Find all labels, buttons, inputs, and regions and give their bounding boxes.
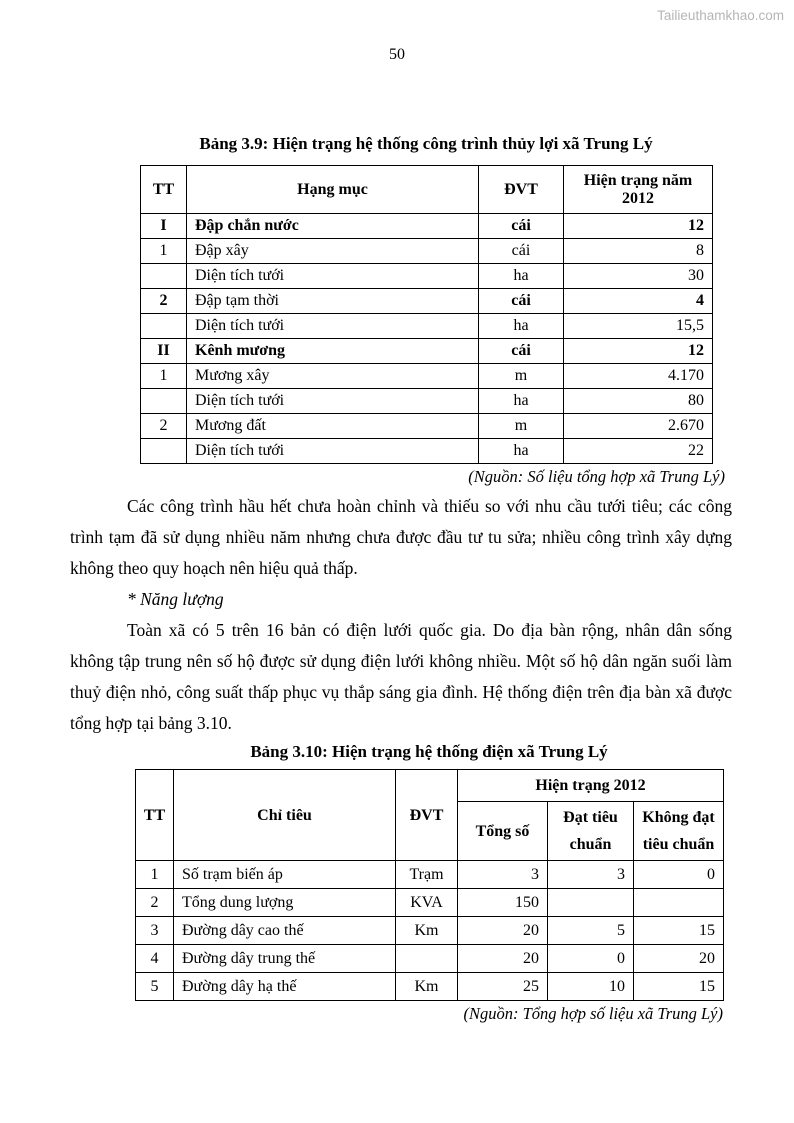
cell-unit: cái [479,214,564,239]
cell-unit: ha [479,439,564,464]
table-3-10-header [136,770,724,861]
cell-item: Đập xây [187,239,479,264]
table-3-10 [135,769,724,1001]
cell-unit: m [479,414,564,439]
table-row [136,917,724,945]
cell-unit: Km [396,917,458,945]
table-row [141,364,713,389]
header-dvt: ĐVT [396,770,458,861]
cell-total: 150 [458,889,548,917]
table-3-9-section [140,133,712,464]
cell-item: Diện tích tưới [187,389,479,414]
header-tt: TT [136,770,174,861]
subheading-nang-luong: * Năng lượng [127,589,224,609]
header-hang-muc: Hạng mục [187,166,479,214]
table-3-9-body [141,214,713,464]
table-row [136,889,724,917]
cell-value: 4 [564,289,713,314]
header-khong-dat: Không đạt tiêu chuẩn [634,802,724,861]
cell-tt [141,389,187,414]
cell-unit: Trạm [396,861,458,889]
cell-unit: cái [479,289,564,314]
cell-value: 30 [564,264,713,289]
cell-tt: 1 [141,239,187,264]
cell-tt: 2 [141,289,187,314]
cell-value: 22 [564,439,713,464]
body-text [70,491,732,739]
table-3-9-title: Bảng 3.9: Hiện trạng hệ thống công trình thủy lợi xã Trung Lý [199,134,653,153]
table-row [141,439,713,464]
cell-fail: 15 [634,917,724,945]
cell-value: 4.170 [564,364,713,389]
cell-value: 12 [564,214,713,239]
cell-tt: 5 [136,973,174,1001]
cell-item: Diện tích tưới [187,314,479,339]
table-3-9 [140,165,713,464]
table-row [141,239,713,264]
cell-item: Kênh mương [187,339,479,364]
cell-item: Đập tạm thời [187,289,479,314]
table-row [141,214,713,239]
cell-tt: 3 [136,917,174,945]
cell-item: Tổng dung lượng [174,889,396,917]
table-row [141,314,713,339]
cell-value: 80 [564,389,713,414]
cell-unit: ha [479,264,564,289]
cell-total: 3 [458,861,548,889]
table-3-10-section [135,741,723,1001]
cell-unit [396,945,458,973]
table-3-10-source: (Nguồn: Tổng hợp số liệu xã Trung Lý) [463,1004,723,1023]
cell-tt: 4 [136,945,174,973]
cell-tt [141,264,187,289]
cell-fail [634,889,724,917]
cell-item: Đập chắn nước [187,214,479,239]
cell-value: 12 [564,339,713,364]
table-row [141,414,713,439]
cell-pass: 10 [548,973,634,1001]
paragraph-energy: Toàn xã có 5 trên 16 bản có điện lưới quốc gia. Do địa bàn rộng, nhân dân sống không tập trung nên số hộ được sử dụng điện lưới không nhiều. Một số hộ dân ngăn suối làm thuỷ điện nhỏ, công suất thấp phục vụ thắp sáng gia đình. Hệ thống điện trên địa bàn xã được tổng hợp tại bảng 3.10. [70,620,732,733]
header-hien-trang: Hiện trạng năm 2012 [564,166,713,214]
cell-fail: 15 [634,973,724,1001]
cell-tt [141,314,187,339]
cell-tt: II [141,339,187,364]
table-3-10-body [136,861,724,1001]
cell-unit: ha [479,314,564,339]
header-dat-tieu-chuan: Đạt tiêu chuẩn [548,802,634,861]
cell-fail: 0 [634,861,724,889]
table-row [141,389,713,414]
cell-unit: KVA [396,889,458,917]
table-row [136,945,724,973]
cell-fail: 20 [634,945,724,973]
cell-item: Đường dây cao thế [174,917,396,945]
cell-tt: I [141,214,187,239]
cell-unit: Km [396,973,458,1001]
cell-pass [548,889,634,917]
cell-tt: 2 [141,414,187,439]
cell-unit: m [479,364,564,389]
cell-unit: ha [479,389,564,414]
paragraph-irrigation: Các công trình hầu hết chưa hoàn chỉnh và thiếu so với nhu cầu tưới tiêu; các công trình tạm đã sử dụng nhiều năm nhưng chưa được đầu tư tu sửa; nhiều công trình xây dựng không theo quy hoạch nên hiệu quả thấp. [70,496,732,578]
cell-total: 25 [458,973,548,1001]
header-chi-tieu: Chỉ tiêu [174,770,396,861]
cell-tt: 1 [141,364,187,389]
cell-item: Diện tích tưới [187,439,479,464]
header-tong-so: Tổng số [458,802,548,861]
cell-unit: cái [479,339,564,364]
cell-tt [141,439,187,464]
cell-item: Đường dây trung thế [174,945,396,973]
cell-tt: 2 [136,889,174,917]
watermark: Tailieuthamkhao.com [657,8,784,23]
cell-pass: 3 [548,861,634,889]
cell-item: Số trạm biến áp [174,861,396,889]
cell-item: Diện tích tưới [187,264,479,289]
cell-value: 2.670 [564,414,713,439]
cell-unit: cái [479,239,564,264]
cell-pass: 0 [548,945,634,973]
header-hien-trang-2012: Hiện trạng 2012 [458,770,724,802]
table-3-9-source: (Nguồn: Số liệu tổng hợp xã Trung Lý) [468,467,725,486]
header-dvt: ĐVT [479,166,564,214]
cell-tt: 1 [136,861,174,889]
cell-total: 20 [458,917,548,945]
page-number: 50 [389,46,405,63]
table-row [141,339,713,364]
table-row [136,973,724,1001]
table-3-10-title: Bảng 3.10: Hiện trạng hệ thống điện xã Trung Lý [250,742,608,761]
cell-item: Mương xây [187,364,479,389]
cell-value: 8 [564,239,713,264]
cell-value: 15,5 [564,314,713,339]
cell-total: 20 [458,945,548,973]
table-row [141,289,713,314]
table-row [136,861,724,889]
table-row [141,264,713,289]
header-tt: TT [141,166,187,214]
cell-item: Đường dây hạ thế [174,973,396,1001]
cell-item: Mương đất [187,414,479,439]
table-3-9-header [141,166,713,214]
cell-pass: 5 [548,917,634,945]
